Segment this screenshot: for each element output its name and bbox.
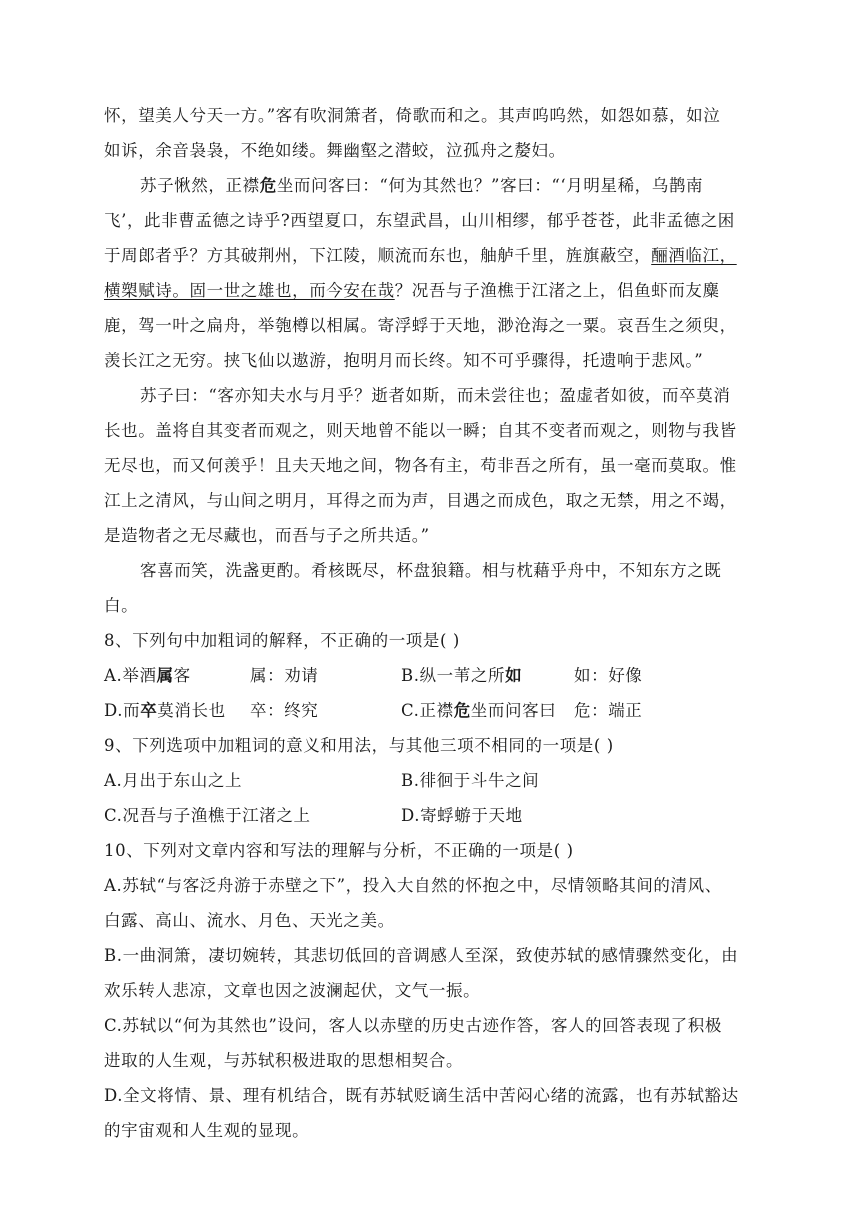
option-c bbox=[401, 699, 556, 723]
option-c: C.况吾与子渔樵于江渚之上 bbox=[104, 806, 311, 825]
bold-word: 如 bbox=[505, 666, 523, 685]
passage-line: 苏子曰：“客亦知夫水与月乎？逝者如斯，而未尝往也；盈虚者如彼，而卒莫消 bbox=[140, 386, 731, 405]
option-c-line: 进取的人生观，与苏轼积极进取的思想相契合。 bbox=[104, 1051, 464, 1070]
option-d-gloss: 卒：终究 bbox=[250, 701, 319, 720]
passage-line: 鹿，驾一叶之扁舟，举匏樽以相属。寄浮蜉于天地，渺沧海之一粟。哀吾生之须臾， bbox=[104, 316, 737, 335]
passage-line: 是造物者之无尽藏也，而吾与子之所共适。” bbox=[104, 526, 430, 545]
option-a-gloss: 属：劝请 bbox=[250, 666, 319, 685]
text-span: 坐而问客曰：“何为其然也？”客曰：“‘月明星稀，乌鹊南 bbox=[276, 176, 704, 195]
passage-line: 客喜而笑，洗盏更酌。肴核既尽，杯盘狼籍。相与枕藉乎舟中，不知东方之既 bbox=[140, 561, 722, 580]
text-span: ？况吾与子渔樵于江渚之上，侣鱼虾而友麋 bbox=[394, 281, 720, 300]
passage-line: 无尽也，而又何羡乎！且夫天地之间，物各有主，苟非吾之所有，虽一毫而莫取。惟 bbox=[104, 456, 737, 475]
question-9-stem: 9、下列选项中加粗词的意义和用法，与其他三项不相同的一项是( ) bbox=[104, 736, 614, 755]
option-c-gloss: 危：端正 bbox=[574, 701, 643, 720]
bold-word: 危 bbox=[453, 701, 471, 720]
underlined-text: 横槊赋诗。固一世之雄也，而今安在哉 bbox=[104, 281, 395, 300]
option-d bbox=[104, 699, 226, 723]
text-span: 于周郎者乎？方其破荆州，下江陵，顺流而东也，舳舻千里，旌旗蔽空， bbox=[104, 246, 652, 265]
passage-line: 江上之清风，与山间之明月，耳得之而为声，目遇之而成色，取之无禁，用之不竭， bbox=[104, 491, 737, 510]
passage-line: 飞’，此非曹孟德之诗乎?西望夏口，东望武昌，山川相缪，郁乎苍苍，此非孟德之困 bbox=[104, 211, 735, 230]
passage-line: 白。 bbox=[104, 596, 139, 615]
passage-line: 怀，望美人兮天一方。”客有吹洞箫者，倚歌而和之。其声呜呜然，如怨如慕，如泣 bbox=[104, 106, 721, 125]
passage-line bbox=[104, 244, 764, 268]
option-a-line: 白露、高山、流水、月色、天光之美。 bbox=[104, 911, 395, 930]
underlined-text: 酾酒临江， bbox=[651, 246, 737, 265]
text-span: 莫消长也 bbox=[157, 701, 226, 720]
option-b-gloss: 如：好像 bbox=[574, 666, 643, 685]
text-span: A.举酒 bbox=[104, 666, 157, 685]
option-c-line: C.苏轼以“何为其然也”设问，客人以赤壁的历史古迹作答，客人的回答表现了积极 bbox=[104, 1016, 722, 1035]
text-span: 客 bbox=[173, 666, 191, 685]
bold-word: 卒 bbox=[140, 701, 158, 720]
option-b bbox=[401, 664, 522, 688]
passage-line: 长也。盖将自其变者而观之，则天地曾不能以一瞬；自其不变者而观之，则物与我皆 bbox=[104, 421, 737, 440]
text-span: C.正襟 bbox=[401, 701, 454, 720]
passage-line bbox=[140, 174, 800, 198]
passage-line: 羡长江之无穷。挟飞仙以遨游，抱明月而长终。知不可乎骤得，托遗响于悲风。” bbox=[104, 351, 704, 370]
text-span: B.纵一苇之所 bbox=[401, 666, 506, 685]
option-d-line: D.全文将情、景、理有机结合，既有苏轼贬谪生活中苦闷心绪的流露，也有苏轼豁达 bbox=[104, 1086, 739, 1105]
option-a bbox=[104, 664, 191, 688]
option-d-line: 的宇宙观和人生观的显现。 bbox=[104, 1121, 310, 1140]
option-b-line: B.一曲洞箫，凄切婉转，其悲切低回的音调感人至深，致使苏轼的感情骤然变化，由 bbox=[104, 946, 739, 965]
option-d: D.寄蜉蝣于天地 bbox=[401, 806, 523, 825]
bold-word: 属 bbox=[156, 666, 174, 685]
question-10-stem: 10、下列对文章内容和写法的理解与分析，不正确的一项是( ) bbox=[104, 841, 574, 860]
text-span: 坐而问客曰 bbox=[470, 701, 557, 720]
text-span: D.而 bbox=[104, 701, 141, 720]
option-a-line: A.苏轼“与客泛舟游于赤壁之下”，投入大自然的怀抱之中，尽情领略其间的清风、 bbox=[104, 876, 722, 895]
passage-line: 如诉，余音袅袅，不绝如缕。舞幽壑之潜蛟，泣孤舟之嫠妇。 bbox=[104, 141, 566, 160]
option-b: B.徘徊于斗牛之间 bbox=[401, 771, 540, 790]
passage-line bbox=[104, 279, 764, 303]
option-b-line: 欢乐转人悲凉，文章也因之波澜起伏，文气一振。 bbox=[104, 981, 481, 1000]
question-8-stem: 8、下列句中加粗词的解释，不正确的一项是( ) bbox=[104, 631, 460, 650]
bold-word: 危 bbox=[259, 176, 277, 195]
option-a: A.月出于东山之上 bbox=[104, 771, 243, 790]
text-span: 苏子愀然，正襟 bbox=[140, 176, 260, 195]
